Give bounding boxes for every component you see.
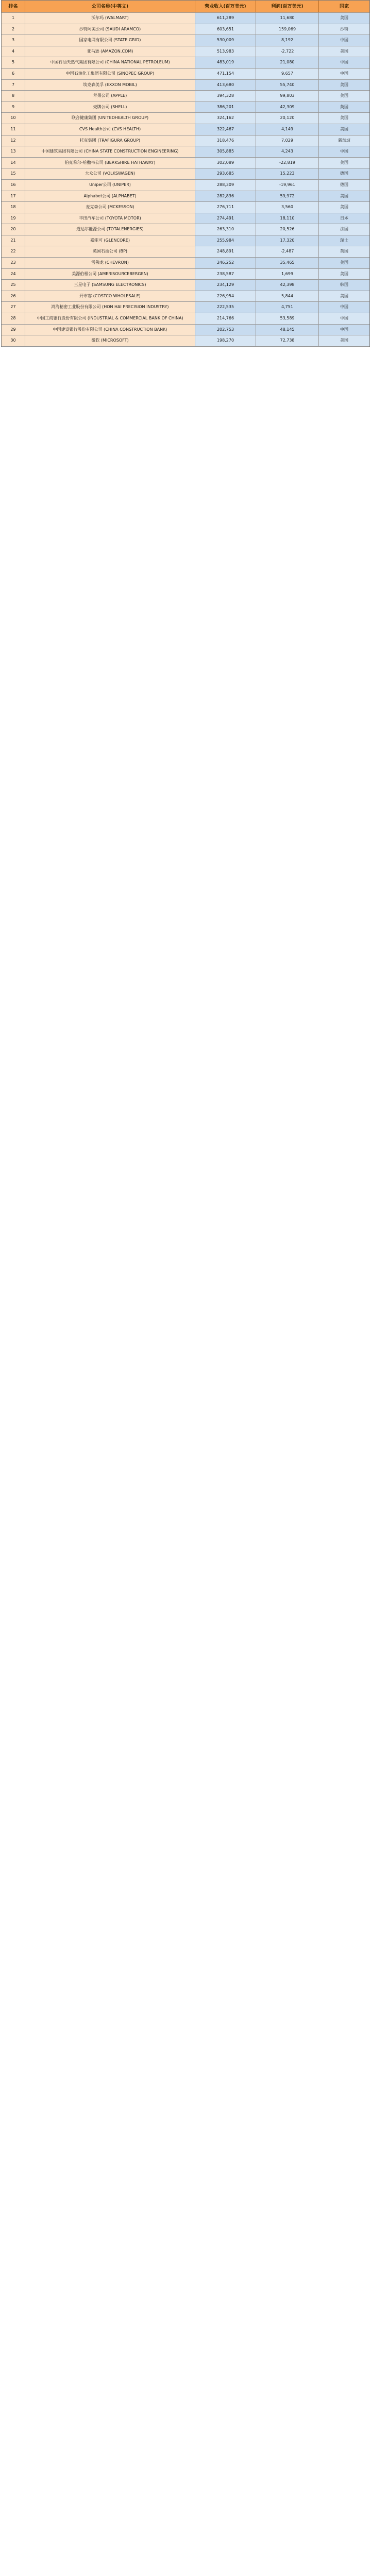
cell-profit: 5,844 — [256, 291, 319, 302]
cell-revenue: 386,201 — [195, 102, 256, 113]
cell-country: 美国 — [319, 291, 369, 302]
cell-rank: 23 — [2, 258, 25, 268]
cell-revenue: 246,252 — [195, 258, 256, 268]
cell-company-name: 中国建设银行股份有限公司 (CHINA CONSTRUCTION BANK) — [25, 325, 195, 335]
cell-revenue: 238,587 — [195, 269, 256, 280]
table-row — [2, 302, 369, 313]
cell-country: 法国 — [319, 224, 369, 235]
cell-rank: 20 — [2, 224, 25, 235]
cell-country: 美国 — [319, 335, 369, 346]
cell-profit: 42,398 — [256, 280, 319, 291]
cell-profit: 18,110 — [256, 213, 319, 224]
cell-revenue: 302,089 — [195, 158, 256, 168]
cell-revenue: 255,984 — [195, 235, 256, 246]
cell-company-name: 中国建筑集团有限公司 (CHINA STATE CONSTRUCTION ENGINEERING) — [25, 146, 195, 157]
cell-company-name: 沙特阿美公司 (SAUDI ARAMCO) — [25, 24, 195, 35]
cell-company-name: 中国石油天然气集团有限公司 (CHINA NATIONAL PETROLEUM) — [25, 57, 195, 68]
table-row — [2, 280, 369, 291]
cell-rank: 21 — [2, 235, 25, 246]
table-row — [2, 13, 369, 24]
cell-rank: 11 — [2, 124, 25, 135]
cell-revenue: 471,154 — [195, 69, 256, 79]
cell-country: 美国 — [319, 46, 369, 57]
table-row — [2, 135, 369, 147]
cell-rank: 24 — [2, 269, 25, 280]
cell-profit: -19,961 — [256, 180, 319, 191]
table-row — [2, 24, 369, 36]
cell-revenue: 513,983 — [195, 46, 256, 57]
cell-revenue: 293,685 — [195, 168, 256, 179]
cell-company-name: 丰田汽车公司 (TOYOTA MOTOR) — [25, 213, 195, 224]
cell-rank: 12 — [2, 135, 25, 146]
cell-profit: 59,972 — [256, 191, 319, 202]
cell-company-name: 大众公司 (VOLKSWAGEN) — [25, 168, 195, 179]
cell-country: 美国 — [319, 158, 369, 168]
cell-profit: -2,487 — [256, 246, 319, 257]
cell-rank: 17 — [2, 191, 25, 202]
cell-rank: 8 — [2, 91, 25, 101]
table-row — [2, 313, 369, 325]
cell-country: 沙特 — [319, 24, 369, 35]
table-row — [2, 224, 369, 235]
cell-revenue: 226,954 — [195, 291, 256, 302]
cell-revenue: 611,289 — [195, 13, 256, 24]
cell-country: 美国 — [319, 258, 369, 268]
cell-rank: 13 — [2, 146, 25, 157]
cell-country: 德国 — [319, 168, 369, 179]
cell-company-name: 壳牌公司 (SHELL) — [25, 102, 195, 113]
cell-country: 美国 — [319, 13, 369, 24]
cell-revenue: 274,491 — [195, 213, 256, 224]
cell-country: 中国 — [319, 146, 369, 157]
cell-country: 德国 — [319, 180, 369, 191]
cell-rank: 16 — [2, 180, 25, 191]
cell-revenue: 202,753 — [195, 325, 256, 335]
cell-revenue: 214,766 — [195, 313, 256, 324]
cell-country: 中国 — [319, 325, 369, 335]
header-country: 国家 — [319, 1, 369, 12]
cell-rank: 15 — [2, 168, 25, 179]
cell-revenue: 305,885 — [195, 146, 256, 157]
table-row — [2, 158, 369, 169]
cell-profit: 3,560 — [256, 202, 319, 213]
cell-company-name: 国家电网有限公司 (STATE GRID) — [25, 35, 195, 46]
table-row — [2, 46, 369, 58]
cell-revenue: 263,310 — [195, 224, 256, 235]
cell-revenue: 222,535 — [195, 302, 256, 313]
cell-profit: 55,740 — [256, 80, 319, 91]
cell-revenue: 413,680 — [195, 80, 256, 91]
cell-country: 美国 — [319, 269, 369, 280]
cell-revenue: 530,009 — [195, 35, 256, 46]
cell-profit: 1,699 — [256, 269, 319, 280]
cell-profit: 20,120 — [256, 113, 319, 124]
cell-country: 日本 — [319, 213, 369, 224]
cell-profit: 35,465 — [256, 258, 319, 268]
cell-rank: 14 — [2, 158, 25, 168]
cell-revenue: 248,891 — [195, 246, 256, 257]
cell-profit: 159,069 — [256, 24, 319, 35]
cell-profit: -22,819 — [256, 158, 319, 168]
table-row — [2, 91, 369, 102]
cell-revenue: 198,270 — [195, 335, 256, 346]
cell-company-name: 中国石油化工集团有限公司 (SINOPEC GROUP) — [25, 69, 195, 79]
cell-rank: 22 — [2, 246, 25, 257]
cell-company-name: 联合健康集团 (UNITEDHEALTH GROUP) — [25, 113, 195, 124]
cell-profit: 72,738 — [256, 335, 319, 346]
table-row — [2, 269, 369, 280]
table-row — [2, 258, 369, 269]
table-row — [2, 146, 369, 158]
table-row — [2, 35, 369, 46]
table-row — [2, 80, 369, 91]
cell-country: 中国 — [319, 302, 369, 313]
cell-country: 美国 — [319, 191, 369, 202]
cell-company-name: 微软 (MICROSOFT) — [25, 335, 195, 346]
header-name: 公司名称(中英文) — [25, 1, 195, 12]
header-revenue: 营业收入(百万美元) — [195, 1, 256, 12]
cell-rank: 4 — [2, 46, 25, 57]
cell-company-name: 托克集团 (TRAFIGURA GROUP) — [25, 135, 195, 146]
table-row — [2, 69, 369, 80]
cell-country: 中国 — [319, 69, 369, 79]
cell-profit: 53,589 — [256, 313, 319, 324]
cell-company-name: 雪佛龙 (CHEVRON) — [25, 258, 195, 268]
cell-company-name: 麦克森公司 (MCKESSON) — [25, 202, 195, 213]
cell-revenue: 324,162 — [195, 113, 256, 124]
cell-country: 美国 — [319, 202, 369, 213]
table-row — [2, 57, 369, 69]
cell-revenue: 322,467 — [195, 124, 256, 135]
table-row — [2, 191, 369, 202]
table-row — [2, 102, 369, 113]
cell-country: 美国 — [319, 113, 369, 124]
cell-country: 韩国 — [319, 280, 369, 291]
cell-profit: 4,751 — [256, 302, 319, 313]
table-body — [2, 13, 369, 347]
cell-profit: 48,145 — [256, 325, 319, 335]
table-row — [2, 235, 369, 247]
cell-company-name: 埃克森美孚 (EXXON MOBIL) — [25, 80, 195, 91]
cell-country: 美国 — [319, 124, 369, 135]
cell-country: 新加坡 — [319, 135, 369, 146]
table-row — [2, 168, 369, 180]
cell-company-name: 伯克希尔-哈撒韦公司 (BERKSHIRE HATHAWAY) — [25, 158, 195, 168]
cell-company-name: 英国石油公司 (BP) — [25, 246, 195, 257]
cell-company-name: 三星电子 (SAMSUNG ELECTRONICS) — [25, 280, 195, 291]
cell-profit: -2,722 — [256, 46, 319, 57]
cell-profit: 11,680 — [256, 13, 319, 24]
cell-rank: 19 — [2, 213, 25, 224]
cell-country: 中国 — [319, 313, 369, 324]
cell-rank: 27 — [2, 302, 25, 313]
cell-country: 瑞士 — [319, 235, 369, 246]
cell-profit: 8,192 — [256, 35, 319, 46]
cell-rank: 9 — [2, 102, 25, 113]
header-rank: 排名 — [2, 1, 25, 12]
cell-profit: 15,223 — [256, 168, 319, 179]
cell-profit: 9,657 — [256, 69, 319, 79]
cell-profit: 17,320 — [256, 235, 319, 246]
cell-revenue: 318,476 — [195, 135, 256, 146]
cell-rank: 3 — [2, 35, 25, 46]
cell-rank: 29 — [2, 325, 25, 335]
cell-profit: 42,309 — [256, 102, 319, 113]
cell-company-name: Uniper公司 (UNIPER) — [25, 180, 195, 191]
cell-company-name: 鸿海精密工业股份有限公司 (HON HAI PRECISION INDUSTRY) — [25, 302, 195, 313]
cell-company-name: Alphabet公司 (ALPHABET) — [25, 191, 195, 202]
cell-rank: 2 — [2, 24, 25, 35]
cell-profit: 7,029 — [256, 135, 319, 146]
table-row — [2, 291, 369, 302]
cell-rank: 26 — [2, 291, 25, 302]
cell-rank: 7 — [2, 80, 25, 91]
cell-country: 中国 — [319, 57, 369, 68]
cell-profit: 4,243 — [256, 146, 319, 157]
cell-country: 美国 — [319, 91, 369, 101]
cell-company-name: 苹果公司 (APPLE) — [25, 91, 195, 101]
cell-company-name: 亚马逊 (AMAZON.COM) — [25, 46, 195, 57]
cell-company-name: CVS Health公司 (CVS HEALTH) — [25, 124, 195, 135]
cell-rank: 1 — [2, 13, 25, 24]
table-row — [2, 180, 369, 191]
cell-company-name: 中国工商银行股份有限公司 (INDUSTRIAL & COMMERCIAL BANK OF CHINA) — [25, 313, 195, 324]
cell-country: 中国 — [319, 35, 369, 46]
cell-revenue: 282,836 — [195, 191, 256, 202]
cell-revenue: 234,129 — [195, 280, 256, 291]
table-row — [2, 213, 369, 225]
table-row — [2, 124, 369, 135]
table-row — [2, 325, 369, 336]
cell-company-name: 开市客 (COSTCO WHOLESALE) — [25, 291, 195, 302]
cell-rank: 10 — [2, 113, 25, 124]
cell-country: 英国 — [319, 102, 369, 113]
cell-rank: 30 — [2, 335, 25, 346]
cell-rank: 25 — [2, 280, 25, 291]
cell-company-name: 美源伯根公司 (AMERISOURCEBERGEN) — [25, 269, 195, 280]
cell-country: 美国 — [319, 80, 369, 91]
cell-rank: 5 — [2, 57, 25, 68]
cell-revenue: 394,328 — [195, 91, 256, 101]
ranking-table — [1, 0, 370, 347]
cell-revenue: 483,019 — [195, 57, 256, 68]
table-header — [2, 1, 369, 13]
cell-country: 英国 — [319, 246, 369, 257]
table-row — [2, 335, 369, 347]
cell-company-name: 沃尔玛 (WALMART) — [25, 13, 195, 24]
cell-rank: 18 — [2, 202, 25, 213]
cell-revenue: 603,651 — [195, 24, 256, 35]
cell-rank: 6 — [2, 69, 25, 79]
cell-profit: 21,080 — [256, 57, 319, 68]
table-row — [2, 246, 369, 258]
cell-company-name: 嘉能可 (GLENCORE) — [25, 235, 195, 246]
cell-profit: 99,803 — [256, 91, 319, 101]
cell-company-name: 道达尔能源公司 (TOTALENERGIES) — [25, 224, 195, 235]
cell-revenue: 276,711 — [195, 202, 256, 213]
table-row — [2, 202, 369, 213]
cell-profit: 20,526 — [256, 224, 319, 235]
header-profit: 利润(百万美元) — [256, 1, 319, 12]
cell-revenue: 288,309 — [195, 180, 256, 191]
cell-profit: 4,149 — [256, 124, 319, 135]
table-row — [2, 113, 369, 124]
cell-rank: 28 — [2, 313, 25, 324]
